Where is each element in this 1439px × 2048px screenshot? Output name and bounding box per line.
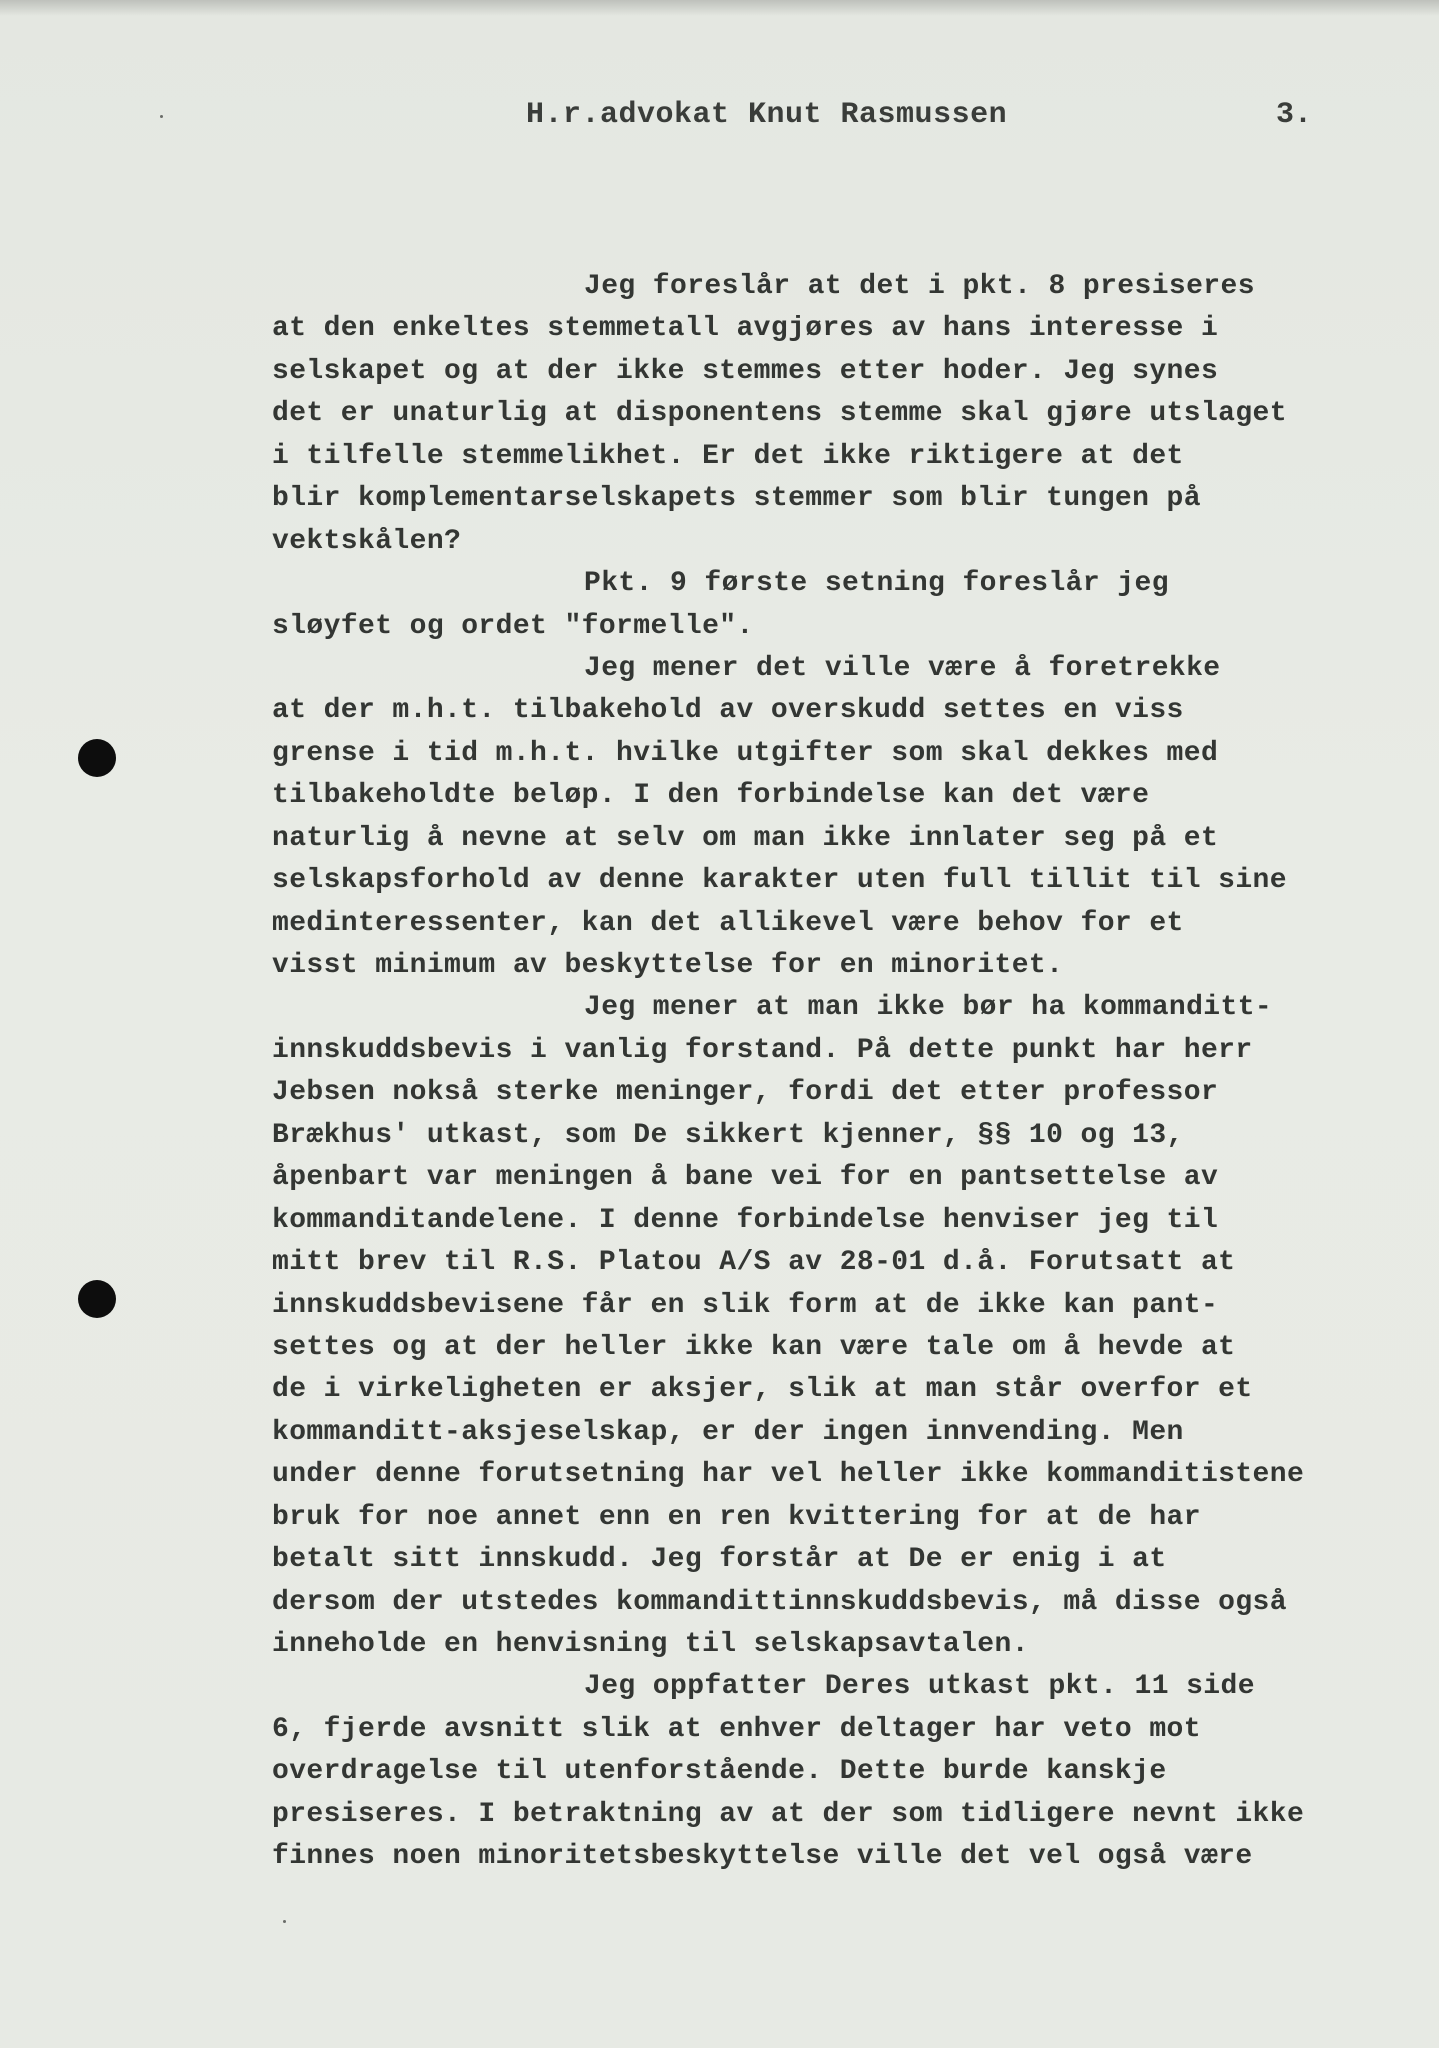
text-line: at den enkeltes stemmetall avgjøres av hans interesse i (272, 313, 1219, 345)
text-line: blir komplementarselskapets stemmer som blir tungen på (272, 483, 1201, 515)
text-line: inneholde en henvisning til selskapsavtalen. (272, 1629, 1029, 1660)
text-line: naturlig å nevne at selv om man ikke innlater seg på et (272, 822, 1219, 854)
text-line: Jeg oppfatter Deres utkast pkt. 11 side (584, 1671, 1255, 1703)
scan-speck (160, 115, 163, 118)
text-line: visst minimum av beskyttelse for en minoritet. (272, 950, 1064, 981)
text-line: settes og at der heller ikke kan være tale om å hevde at (272, 1331, 1236, 1363)
text-line: mitt brev til R.S. Platou A/S av 28-01 d.å. Forutsatt at (272, 1247, 1236, 1279)
text-line: Brækhus' utkast, som De sikkert kjenner, §§ 10 og 13, (272, 1119, 1184, 1151)
text-line: åpenbart var meningen å bane vei for en pantsettelse av (272, 1162, 1219, 1194)
text-line: medinteressenter, kan det allikevel være behov for et (272, 907, 1184, 939)
text-line: Jeg mener det ville være å foretrekke (584, 652, 1221, 684)
text-line: betalt sitt innskudd. Jeg forstår at De er enig i at (272, 1544, 1167, 1576)
text-line: bruk for noe annet enn en ren kvittering for at de har (272, 1501, 1201, 1533)
punch-hole-bottom (78, 1280, 116, 1318)
text-line: selskapet og at der ikke stemmes etter hoder. Jeg synes (272, 355, 1219, 387)
text-line: at der m.h.t. tilbakehold av overskudd settes en viss (272, 695, 1184, 727)
text-line: de i virkeligheten er aksjer, slik at man står overfor et (272, 1374, 1253, 1406)
text-line: Jeg foreslår at det i pkt. 8 presiseres (584, 271, 1255, 302)
text-line: dersom der utstedes kommandittinnskuddsbevis, må disse også (272, 1586, 1287, 1618)
scan-speck (283, 1920, 286, 1923)
text-line: innskuddsbevisene får en slik form at de ikke kan pant- (272, 1289, 1219, 1321)
text-line: Jebsen nokså sterke meninger, fordi det etter professor (272, 1077, 1219, 1109)
letter-header: H.r.advokat Knut Rasmussen (526, 98, 1008, 132)
punch-hole-top (78, 739, 116, 777)
text-line: det er unaturlig at disponentens stemme skal gjøre utslaget (272, 398, 1287, 430)
text-line: Jeg mener at man ikke bør ha kommanditt- (584, 992, 1273, 1024)
page-number: 3. (1276, 98, 1313, 132)
text-line: under denne forutsetning har vel heller ikke kommanditistene (272, 1459, 1305, 1491)
text-line: 6, fjerde avsnitt slik at enhver deltager har veto mot (272, 1713, 1201, 1745)
text-line: kommanditandelene. I denne forbindelse henviser jeg til (272, 1204, 1219, 1236)
text-line: vektskålen? (272, 525, 462, 557)
text-line: selskapsforhold av denne karakter uten full tillit til sine (272, 865, 1287, 897)
text-line: finnes noen minoritetsbeskyttelse ville det vel også være (272, 1841, 1253, 1873)
text-line: i tilfelle stemmelikhet. Er det ikke riktigere at det (272, 440, 1184, 472)
scan-edge-shadow (0, 0, 1439, 16)
text-line: Pkt. 9 første setning foreslår jeg (584, 568, 1169, 600)
letter-body (272, 266, 1352, 1879)
text-line: grense i tid m.h.t. hvilke utgifter som skal dekkes med (272, 737, 1219, 769)
text-line: overdragelse til utenforstående. Dette burde kanskje (272, 1756, 1167, 1788)
text-line: presiseres. I betraktning av at der som tidligere nevnt ikke (272, 1798, 1305, 1830)
text-line: sløyfet og ordet "formelle". (272, 610, 754, 642)
text-line: tilbakeholdte beløp. I den forbindelse kan det være (272, 780, 1150, 812)
text-line: kommanditt-aksjeselskap, er der ingen innvending. Men (272, 1416, 1184, 1448)
text-line: innskuddsbevis i vanlig forstand. På dette punkt har herr (272, 1034, 1253, 1066)
